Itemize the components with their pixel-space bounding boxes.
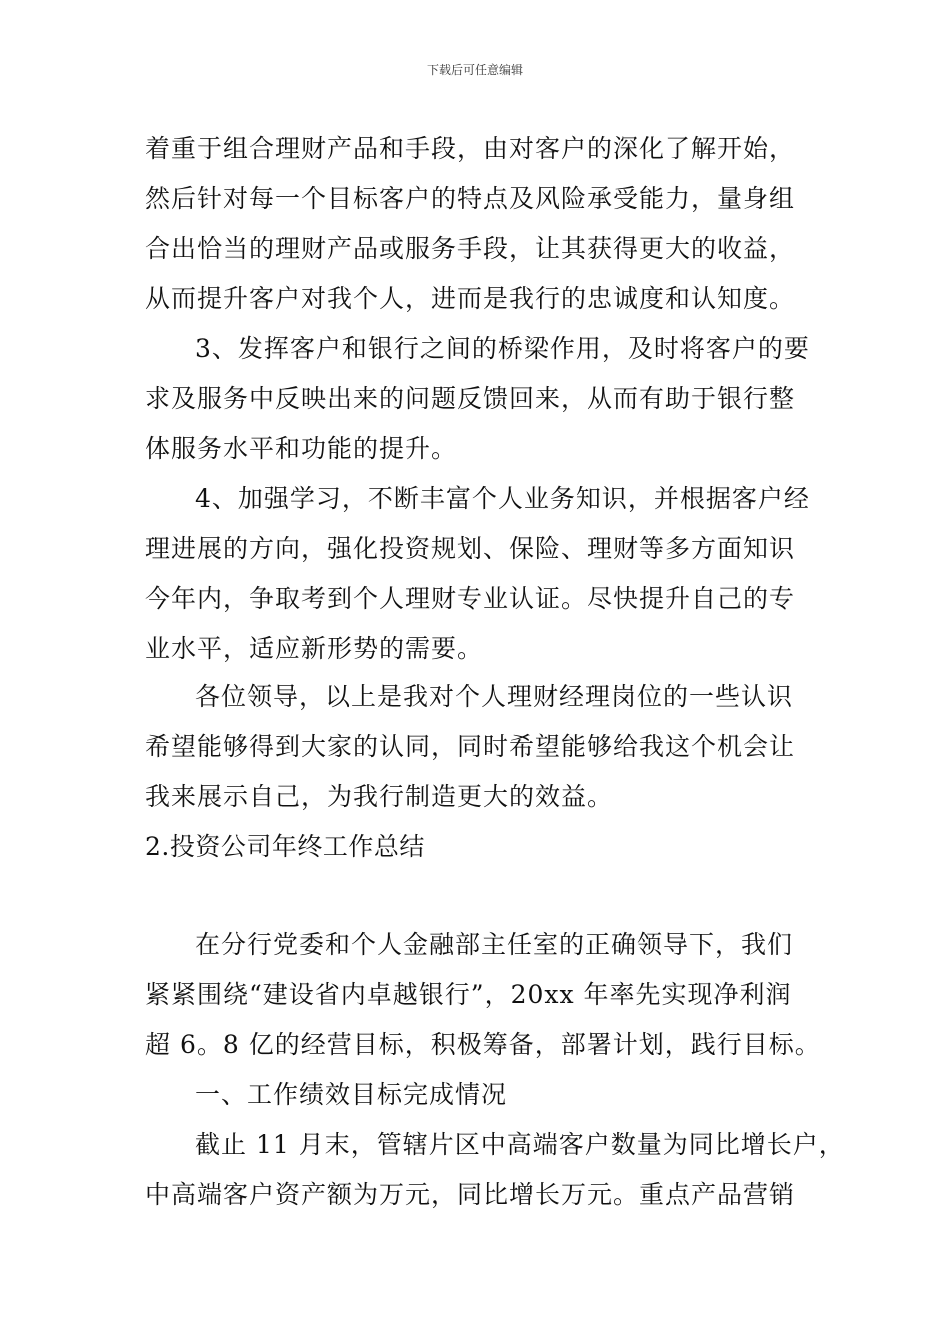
paragraph-line: 在分行党委和个人金融部主任室的正确领导下，我们 xyxy=(195,930,794,959)
paragraph-line: 合出恰当的理财产品或服务手段，让其获得更大的收益， xyxy=(145,234,796,263)
paragraph-line: 业水平，适应新形势的需要。 xyxy=(145,634,484,663)
paragraph-line: 然后针对每一个目标客户的特点及风险承受能力，量身组 xyxy=(145,184,796,213)
section-title: 2.投资公司年终工作总结 xyxy=(145,832,425,861)
paragraph-line: 紧紧围绕“建设省内卓越银行”，20xx 年率先实现净利润 xyxy=(145,980,792,1009)
paragraph-line: 4、加强学习，不断丰富个人业务知识，并根据客户经 xyxy=(195,484,810,513)
paragraph-line: 从而提升客户对我个人，进而是我行的忠诚度和认知度。 xyxy=(145,284,796,313)
paragraph-line: 3、发挥客户和银行之间的桥梁作用，及时将客户的要 xyxy=(195,334,810,363)
paragraph-line: 体服务水平和功能的提升。 xyxy=(145,434,458,463)
paragraph-line: 希望能够得到大家的认同，同时希望能够给我这个机会让 xyxy=(145,732,796,761)
paragraph-line: 中高端客户资产额为万元，同比增长万元。重点产品营销 xyxy=(145,1180,796,1209)
page-header: 下载后可任意编辑 xyxy=(426,63,523,77)
paragraph-line: 我来展示自己，为我行制造更大的效益。 xyxy=(145,782,614,811)
paragraph-line: 各位领导，以上是我对个人理财经理岗位的一些认识 xyxy=(195,682,794,711)
paragraph-line: 截止 11 月末，管辖片区中高端客户数量为同比增长户， xyxy=(195,1130,845,1159)
paragraph-line: 超 6。8 亿的经营目标，积极筹备，部署计划，践行目标。 xyxy=(145,1030,821,1059)
paragraph-line: 着重于组合理财产品和手段，由对客户的深化了解开始， xyxy=(145,134,796,163)
paragraph-line: 求及服务中反映出来的问题反馈回来，从而有助于银行整 xyxy=(145,384,796,413)
paragraph-line: 理进展的方向，强化投资规划、保险、理财等多方面知识 xyxy=(145,534,796,563)
subheading: 一、工作绩效目标完成情况 xyxy=(195,1080,508,1109)
paragraph-line: 今年内，争取考到个人理财专业认证。尽快提升自己的专 xyxy=(145,584,796,613)
